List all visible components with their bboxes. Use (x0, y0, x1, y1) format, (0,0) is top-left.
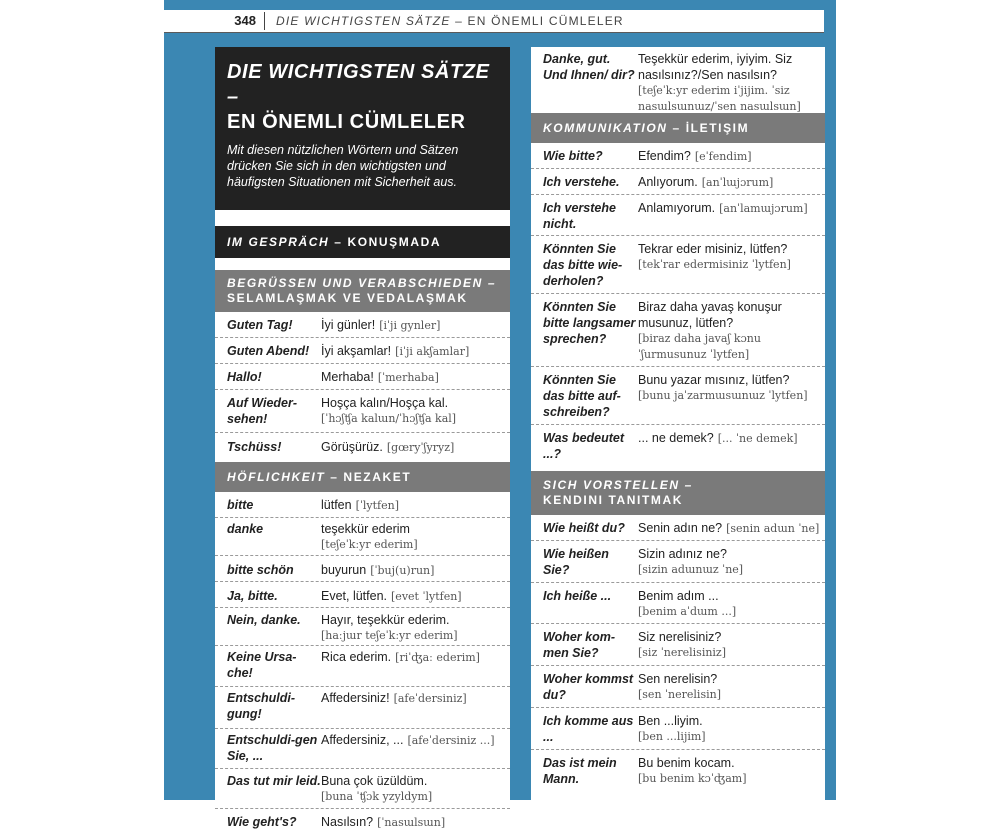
turkish-phrase (638, 713, 825, 745)
pronunciation: [anˈlɯjɔrum] (701, 176, 774, 189)
turkish-phrase (321, 521, 510, 553)
header-divider (264, 12, 265, 30)
pronunciation: [bunu jaˈzarmɯsɯnɯz ˈlytfen] (638, 389, 808, 402)
phrase-row (215, 608, 510, 646)
turkish-phrase (638, 629, 825, 661)
pronunciation: [teʃeˈkːyr ederim] (321, 538, 418, 551)
turkish-text: Tekrar eder misiniz, lütfen? (638, 242, 788, 256)
pronunciation: [ˈmerhaba] (377, 371, 439, 384)
turkish-text: Bu benim kocam. (638, 756, 735, 770)
phrase-row (531, 236, 825, 294)
turkish-text: Anlıyorum. (638, 175, 698, 189)
phrase-row (531, 195, 825, 236)
page-title-tr: EN ÖNEMLI CÜMLELER (227, 111, 466, 133)
german-phrase: Ich verstehe. (543, 175, 620, 189)
pronunciation: [ˈlytfen] (355, 499, 400, 512)
german-phrase: Das tut mir leid. (227, 774, 321, 788)
turkish-text: Rica ederim. (321, 650, 392, 664)
section-sep: – (329, 235, 348, 249)
pronunciation: [ˈhɔʃʧa kalɯn/ˈhɔʃʧa kal] (321, 412, 457, 425)
turkish-phrase (321, 773, 510, 805)
pronunciation: [ˈbuj(u)run] (370, 564, 435, 577)
turkish-phrase (638, 372, 825, 404)
german-phrase: Woher kommst du? (543, 672, 634, 702)
running-header (164, 10, 824, 33)
subsection-tr: NEZAKET (343, 469, 412, 484)
turkish-phrase (638, 755, 825, 787)
german-phrase: Nein, danke. (227, 613, 301, 627)
turkish-phrase (321, 562, 510, 579)
turkish-text: Efendim? (638, 149, 691, 163)
turkish-phrase (321, 649, 510, 666)
phrase-row (531, 583, 825, 624)
pronunciation: [tekˈrar edermisiniz ˈlytfen] (638, 258, 791, 271)
turkish-text: Teşekkür ederim, iyiyim. Siz nasılsınız?/Sen nasılsın? (638, 52, 793, 82)
german-phrase: Wie heißen Sie? (543, 547, 609, 577)
german-phrase: Das ist mein Mann. (543, 756, 617, 786)
page-title (227, 60, 498, 135)
turkish-text: Siz nerelisiniz? (638, 630, 722, 644)
german-phrase: bitte (227, 498, 254, 512)
phrase-row (531, 624, 825, 666)
turkish-phrase (321, 497, 510, 514)
german-phrase: Ich verstehe nicht. (543, 201, 616, 231)
turkish-text: Anlamıyorum. (638, 201, 716, 215)
pronunciation: [biraz daha javaʃ kɔnuˈʃurmusunuz ˈlytfen] (638, 332, 761, 361)
subsection-heading-hoeflichkeit (215, 462, 510, 492)
german-phrase: Entschuldi-gung! (227, 691, 296, 721)
pronunciation: [iˈji akʃamlar] (395, 345, 470, 358)
introductions-list (531, 515, 825, 795)
subsection-tr: KENDINI TANITMAK (543, 493, 684, 507)
german-phrase: Tschüss! (227, 440, 282, 454)
turkish-phrase (321, 814, 510, 831)
subsection-sep: – (325, 469, 344, 484)
turkish-phrase (638, 51, 825, 115)
turkish-text: lütfen (321, 498, 352, 512)
pronunciation: [... ˈne demek] (717, 432, 798, 445)
turkish-text: Merhaba! (321, 370, 374, 384)
german-phrase: Woher kom-men Sie? (543, 630, 615, 660)
phrase-row (215, 433, 510, 460)
left-column (215, 47, 510, 829)
pronunciation: [anˈlamɯjɔrum] (719, 202, 808, 215)
pronunciation: [senin adɯn ˈne] (726, 522, 820, 535)
turkish-text: teşekkür ederim (321, 522, 410, 536)
german-phrase: Wie geht's? (227, 815, 297, 829)
turkish-text: ... ne demek? (638, 431, 714, 445)
pronunciation: [riˈʤaː ederim] (395, 651, 480, 664)
right-column (531, 47, 825, 800)
greetings-list (215, 312, 510, 460)
phrase-row (531, 367, 825, 425)
german-phrase: Was bedeutet ...? (543, 431, 625, 461)
intro-box (215, 47, 510, 210)
subsection-heading-kommunikation (531, 113, 825, 143)
subsection-de: HÖFLICHKEIT (227, 469, 326, 484)
pronunciation: [eˈfendim] (694, 150, 752, 163)
german-phrase: Auf Wieder-sehen! (227, 396, 298, 426)
turkish-phrase (638, 241, 825, 273)
pronunciation: [ben ...lijim] (638, 730, 706, 743)
turkish-text: buyurun (321, 563, 367, 577)
german-phrase: Ich komme aus ... (543, 714, 634, 744)
phrase-row (531, 47, 825, 113)
page-title-de: DIE WICHTIGSTEN SÄTZE – (227, 61, 490, 108)
turkish-phrase (638, 174, 825, 191)
communication-list (531, 143, 825, 465)
german-phrase: Keine Ursa-che! (227, 650, 297, 680)
turkish-text: Affedersiniz! (321, 691, 390, 705)
turkish-phrase (321, 588, 510, 605)
turkish-phrase (638, 671, 825, 703)
courtesy-list (215, 492, 510, 839)
german-phrase: Hallo! (227, 370, 262, 384)
phrase-row (215, 687, 510, 729)
turkish-text: Ben ...liyim. (638, 714, 703, 728)
turkish-text: Bunu yazar mısınız, lütfen? (638, 373, 790, 387)
turkish-phrase (638, 588, 825, 620)
phrase-row (215, 556, 510, 582)
turkish-phrase (321, 690, 510, 707)
turkish-text: Senin adın ne? (638, 521, 723, 535)
turkish-text: Sizin adınız ne? (638, 547, 727, 561)
pronunciation: [haːjɯr teʃeˈkːyr ederim] (321, 629, 458, 642)
german-phrase: Könnten Sie bitte langsamer sprechen? (543, 300, 636, 346)
phrase-row (215, 390, 510, 433)
turkish-text: Affedersiniz, ... (321, 733, 404, 747)
phrase-row (215, 582, 510, 608)
turkish-phrase (638, 430, 825, 447)
header-title-de: DIE WICHTIGSTEN SÄTZE (276, 14, 451, 28)
turkish-text: Biraz daha yavaş konuşur musunuz, lütfen? (638, 300, 782, 330)
phrase-row (215, 492, 510, 518)
pronunciation: [bu benim kɔˈʤam] (638, 772, 747, 785)
subsection-de: KOMMUNIKATION (543, 120, 668, 135)
pronunciation: [buna ˈʧɔk yzyldym] (321, 790, 433, 803)
subsection-de: SICH VORSTELLEN – (543, 478, 693, 492)
header-title (276, 10, 624, 32)
subsection-de: BEGRÜSSEN UND VERABSCHIEDEN – (227, 276, 497, 290)
subsection-heading-vorstellen (531, 471, 825, 515)
german-phrase: Ich heiße ... (543, 589, 612, 603)
german-phrase: bitte schön (227, 563, 294, 577)
pronunciation: [sen ˈnerelisin] (638, 688, 721, 701)
section-tr: KONUŞMADA (347, 235, 442, 249)
turkish-phrase (638, 148, 825, 165)
phrase-row (215, 364, 510, 390)
page-number: 348 (234, 13, 256, 28)
turkish-phrase (638, 299, 825, 363)
phrase-row (531, 515, 825, 541)
turkish-phrase (321, 612, 510, 644)
pronunciation: [afeˈdersiniz ...] (407, 734, 495, 747)
german-phrase: Entschuldi-gen Sie, ... (227, 733, 318, 763)
turkish-text: Hoşça kalın/Hoşça kal. (321, 396, 449, 410)
turkish-phrase (638, 520, 825, 537)
pronunciation: [gœryˈʃyryz] (386, 441, 455, 454)
turkish-text: Benim adım ... (638, 589, 719, 603)
phrase-row (215, 769, 510, 809)
german-phrase: Guten Abend! (227, 344, 310, 358)
turkish-phrase (321, 439, 510, 456)
turkish-phrase (321, 343, 510, 360)
spacer (215, 258, 510, 270)
courtesy-list-continued (531, 47, 825, 113)
turkish-phrase (321, 732, 510, 749)
german-phrase: Danke, gut. Und Ihnen/ dir? (543, 52, 635, 82)
phrase-row (215, 809, 510, 839)
pronunciation: [sizin adɯnɯz ˈne] (638, 563, 744, 576)
intro-text: Mit diesen nützlichen Wörtern und Sätzen drücken Sie sich in den wichtigsten und häufigsten Situationen mit Sicherheit aus. (227, 143, 459, 189)
german-phrase: Ja, bitte. (227, 589, 278, 603)
header-title-sep: – (450, 14, 468, 28)
pronunciation: [benim aˈdɯm ...] (638, 605, 737, 618)
turkish-text: Sen nerelisin? (638, 672, 718, 686)
pronunciation: [evet ˈlytfen] (391, 590, 462, 603)
german-phrase: Könnten Sie das bitte auf-schreiben? (543, 373, 621, 419)
turkish-text: İyi akşamlar! (321, 344, 392, 358)
pronunciation: [afeˈdersiniz] (393, 692, 467, 705)
turkish-phrase (321, 395, 510, 427)
turkish-text: Buna çok üzüldüm. (321, 774, 428, 788)
pronunciation: [iˈji gynler] (379, 319, 441, 332)
section-de: IM GESPRÄCH (227, 235, 330, 249)
phrase-row (215, 729, 510, 769)
phrase-row (215, 312, 510, 338)
phrase-row (531, 708, 825, 750)
turkish-text: İyi günler! (321, 318, 376, 332)
section-heading-gespraech (215, 226, 510, 258)
turkish-text: Görüşürüz. (321, 440, 383, 454)
turkish-text: Hayır, teşekkür ederim. (321, 613, 450, 627)
subsection-sep: – (667, 120, 686, 135)
turkish-phrase (321, 317, 510, 334)
phrase-row (531, 294, 825, 367)
header-title-tr: EN ÖNEMLI CÜMLELER (467, 14, 624, 28)
german-phrase: Guten Tag! (227, 318, 293, 332)
turkish-phrase (638, 546, 825, 578)
phrase-row (531, 541, 825, 583)
german-phrase: Wie bitte? (543, 149, 603, 163)
subsection-heading-begruessen (215, 270, 510, 312)
turkish-phrase (638, 200, 825, 217)
phrase-row (215, 518, 510, 556)
phrase-row (531, 666, 825, 708)
german-phrase: danke (227, 522, 264, 536)
subsection-tr: SELAMLAŞMAK VE VEDALAŞMAK (227, 291, 468, 305)
phrase-row (531, 169, 825, 195)
phrase-row (531, 750, 825, 795)
spacer (215, 210, 510, 226)
pronunciation: [ˈnasɯlsɯn] (377, 816, 446, 829)
turkish-phrase (321, 369, 510, 386)
phrase-row (531, 143, 825, 169)
pronunciation: [teʃeˈkːyr ederim iˈjijim. ˈsiz nasɯlsɯnɯz/ˈsen nasɯlsɯn] (638, 84, 801, 113)
german-phrase: Wie heißt du? (543, 521, 625, 535)
turkish-text: Evet, lütfen. (321, 589, 388, 603)
phrase-row (215, 338, 510, 364)
phrase-row (531, 425, 825, 465)
turkish-text: Nasılsın? (321, 815, 374, 829)
pronunciation: [siz ˈnerelisiniz] (638, 646, 727, 659)
phrase-row (215, 646, 510, 687)
subsection-tr: İLETIŞIM (685, 120, 750, 135)
german-phrase: Könnten Sie das bitte wie-derholen? (543, 242, 623, 288)
